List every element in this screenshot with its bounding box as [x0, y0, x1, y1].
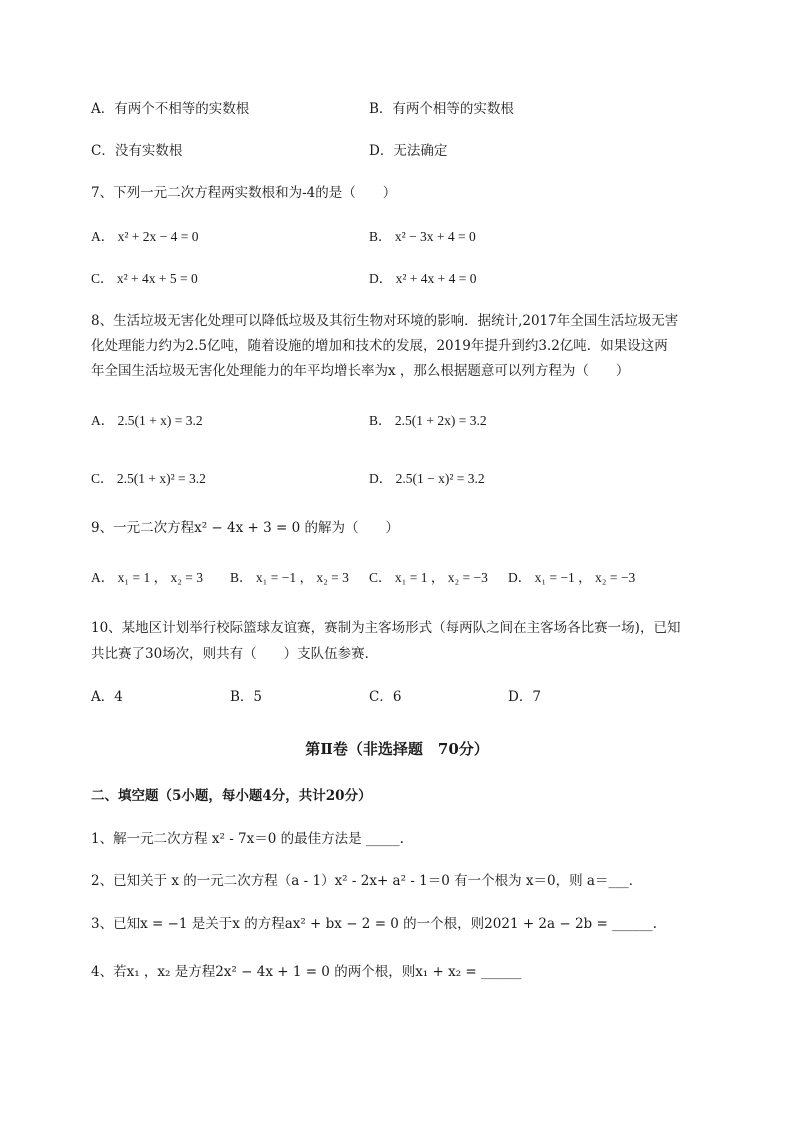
- q8-stem-line-3: 年全国生活垃圾无害化处理能力的年平均增长率为x ，那么根据题意可以列方程为（ ）: [91, 363, 630, 379]
- q9-stem: 9、一元二次方程x² − 4x + 3 = 0 的解为（ ）: [91, 520, 399, 536]
- q10-option-a: A．4: [91, 689, 123, 705]
- q8-option-b: B． 2.5(1 + 2x) = 3.2: [369, 413, 487, 428]
- q8-option-d: D． 2.5(1 − x)² = 3.2: [369, 471, 485, 486]
- q8-option-c: C． 2.5(1 + x)² = 3.2: [91, 471, 206, 486]
- fill-question-2: 2、已知关于 x 的一元二次方程（a - 1）x² - 2x+ a² - 1＝0 有一个根为 x＝0，则 a＝___．: [91, 873, 643, 889]
- part-two-heading: 第Ⅱ卷（非选择题 70分）: [305, 740, 489, 758]
- fill-question-1: 1、解一元二次方程 x² - 7x＝0 的最佳方法是 _____.: [91, 831, 404, 847]
- q6-option-b: B．有两个相等的实数根: [369, 101, 514, 117]
- q7-option-c: C． x² + 4x + 5 = 0: [91, 271, 198, 286]
- q9-option-c: C． x₁ = 1 ， x₂ = −3: [369, 570, 488, 585]
- q9-option-b: B． x₁ = −1 ， x₂ = 3: [230, 570, 349, 585]
- q10-stem-line-1: 10、某地区计划举行校际篮球友谊赛，赛制为主客场形式（每两队之间在主客场各比赛一场)，已知: [91, 620, 681, 636]
- q8-option-a: A． 2.5(1 + x) = 3.2: [91, 413, 203, 428]
- q6-option-c: C．没有实数根: [91, 143, 183, 159]
- q10-option-b: B．5: [230, 689, 263, 705]
- fill-in-section-title: 二、填空题（5小题，每小题4分，共计20分）: [91, 788, 372, 804]
- q9-option-a: A． x₁ = 1 ， x₂ = 3: [91, 570, 204, 585]
- q7-option-b: B． x² − 3x + 4 = 0: [369, 229, 476, 244]
- fill-question-3: 3、已知x = −1 是关于x 的方程ax² + bx − 2 = 0 的一个根，则2021 + 2a − 2b = ______.: [91, 916, 657, 932]
- q7-stem: 7、下列一元二次方程两实数根和为-4的是（ ）: [91, 185, 397, 201]
- q6-option-d: D．无法确定: [369, 143, 448, 159]
- q7-option-a: A． x² + 2x − 4 = 0: [91, 229, 199, 244]
- q8-stem-line-1: 8、生活垃圾无害化处理可以降低垃圾及其衍生物对环境的影响．据统计,2017年全国生活垃圾无害: [91, 313, 679, 329]
- q10-option-d: D．7: [508, 689, 541, 705]
- q10-stem-line-2: 共比赛了30场次，则共有（ ）支队伍参赛．: [91, 646, 379, 662]
- q10-option-c: C．6: [369, 689, 402, 705]
- q9-option-d: D． x₁ = −1 ， x₂ = −3: [508, 570, 636, 585]
- q7-option-d: D． x² + 4x + 4 = 0: [369, 271, 477, 286]
- q6-option-a: A．有两个不相等的实数根: [91, 101, 250, 117]
- fill-question-4: 4、若x₁ ，x₂ 是方程2x² − 4x + 1 = 0 的两个根，则x₁ + x₂ = ______: [91, 964, 522, 980]
- q8-stem-line-2: 化处理能力约为2.5亿吨，随着设施的增加和技术的发展，2019年提升到约3.2亿吨．如果设这两: [91, 338, 668, 354]
